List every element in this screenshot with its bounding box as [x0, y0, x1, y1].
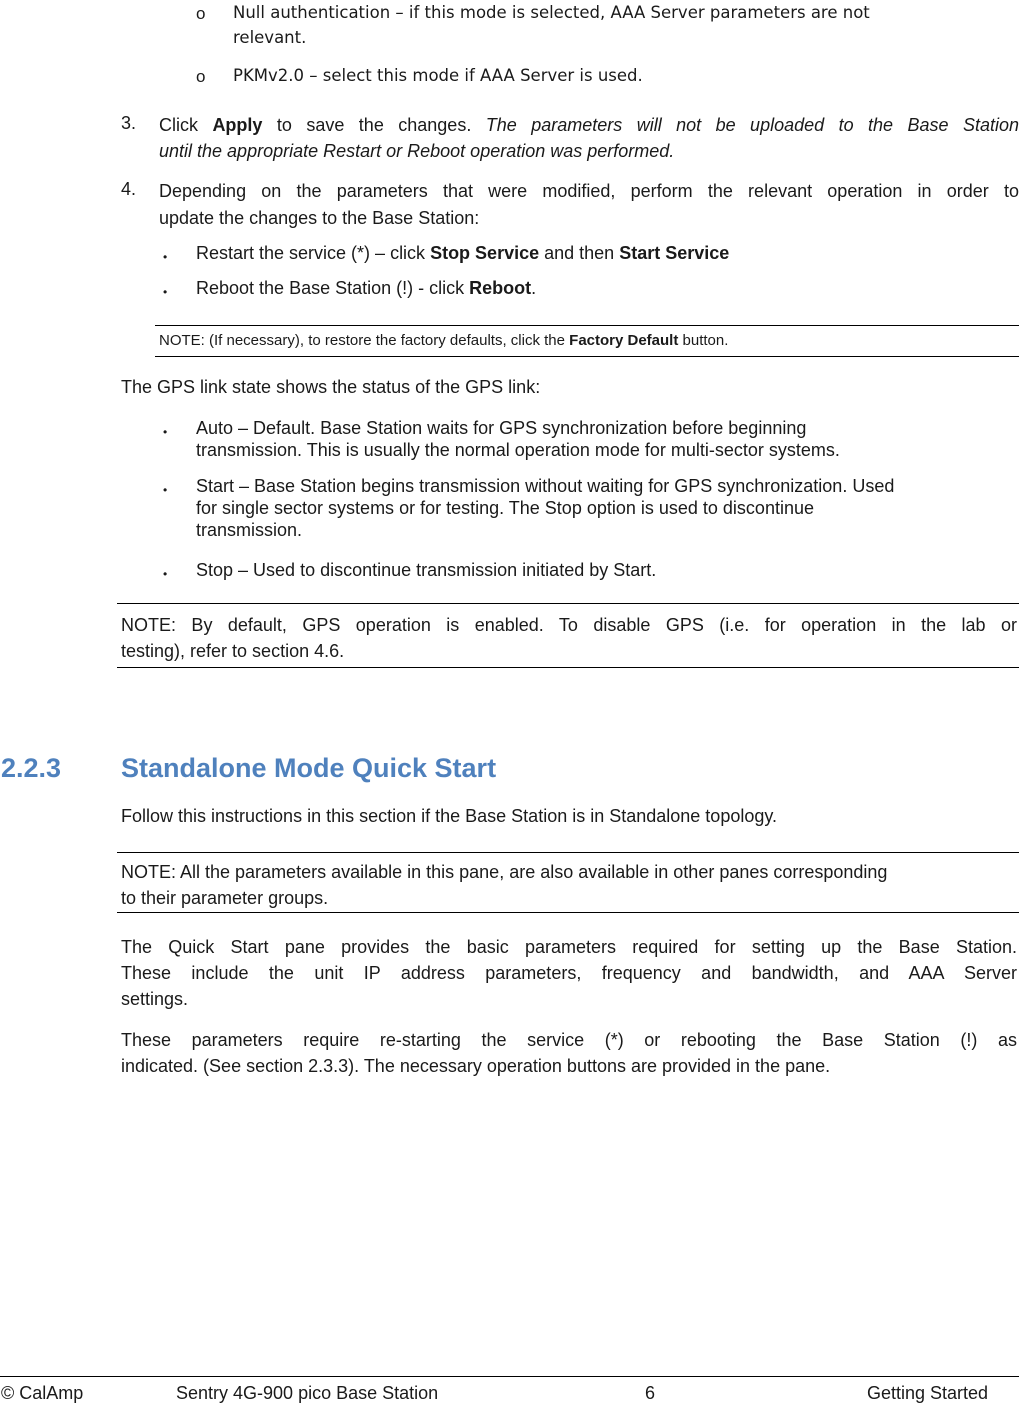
note-line: testing), refer to section 4.6. [121, 641, 345, 661]
option-line: relevant. [233, 28, 307, 47]
footer-section: Getting Started [867, 1383, 989, 1403]
footer-doc-title: Sentry 4G-900 pico Base Station [176, 1383, 439, 1403]
bullet: • [163, 285, 168, 299]
para-quick-start [121, 934, 1017, 1012]
note-line: NOTE: By default, GPS operation is enabled. To disable GPS (i.e. for operation in the lab or [121, 615, 1017, 635]
option-pkmv2: PKMv2.0 – select this mode if AAA Server is used. [233, 66, 643, 85]
step-number: 4. [121, 179, 137, 199]
section-title: Standalone Mode Quick Start [121, 753, 497, 783]
note-text: button. [678, 332, 729, 349]
note-gps [121, 612, 1017, 664]
option-bullet: o [196, 4, 206, 23]
gps-line: transmission. This is usually the normal operation mode for multi-sector systems. [196, 440, 840, 460]
gps-item-start [196, 475, 1016, 541]
step3-pre: Click [159, 115, 213, 135]
step3-mid: to save the changes. [262, 115, 486, 135]
para-line: These include the unit IP address parameters, frequency and bandwidth, and AAA Server [121, 963, 1017, 983]
note-line: NOTE: All the parameters available in this pane, are also available in other panes corresponding [121, 862, 888, 882]
gps-line: Auto – Default. Base Station waits for GPS synchronization before beginning [196, 418, 807, 438]
op-text: and then [539, 243, 620, 263]
option-bullet: o [196, 67, 206, 86]
para-line: The Quick Start pane provides the basic parameters required for setting up the Base Station. [121, 937, 1017, 957]
para-line: These parameters require re-starting the service (*) or rebooting the Base Station (!) as [121, 1030, 1017, 1050]
option-null-auth [233, 0, 973, 50]
gps-line: for single sector systems or for testing. The Stop option is used to discontinue [196, 498, 814, 518]
section-intro: Follow this instructions in this section if the Base Station is in Standalone topology. [121, 806, 778, 826]
step4-line: update the changes to the Base Station: [159, 208, 480, 228]
gps-line: transmission. [196, 520, 303, 540]
footer-page-number: 6 [645, 1383, 656, 1403]
op-bold: Start Service [619, 243, 730, 263]
para-restart [121, 1027, 1017, 1079]
option-line: Null authentication – if this mode is selected, AAA Server parameters are not [233, 3, 870, 22]
note-rule [155, 356, 1019, 357]
note-line: to their parameter groups. [121, 888, 329, 908]
step4-line: Depending on the parameters that were modified, perform the relevant operation in order to [159, 181, 1019, 201]
op-bold: Stop Service [430, 243, 540, 263]
bullet: • [163, 483, 168, 497]
op-bold: Reboot [469, 278, 532, 298]
footer-copyright: © CalAmp [1, 1383, 84, 1403]
note-text: NOTE: (If necessary), to restore the factory defaults, click the [159, 332, 570, 349]
operation-restart [196, 242, 1016, 265]
para-line: indicated. (See section 2.3.3). The necessary operation buttons are provided in the pane. [121, 1056, 831, 1076]
step3-italic: The parameters will not be uploaded to the Base Station [485, 115, 1019, 135]
op-text: . [531, 278, 537, 298]
note-rule [117, 603, 1019, 604]
op-text: Restart the service (*) – click [196, 243, 431, 263]
section-number: 2.2.3 [1, 753, 62, 783]
footer-rule [0, 1376, 1019, 1377]
gps-item-auto [196, 417, 1016, 461]
para-line: settings. [121, 989, 189, 1009]
step-number: 3. [121, 113, 137, 133]
gps-line: Start – Base Station begins transmission without waiting for GPS synchronization. Used [196, 476, 895, 496]
note-factory-default [159, 331, 728, 351]
apply-label: Apply [212, 115, 263, 135]
bullet: • [163, 567, 168, 581]
step4-text [159, 178, 1019, 232]
step3-italic: until the appropriate Restart or Reboot operation was performed. [159, 141, 675, 161]
note-rule [117, 667, 1019, 668]
note-rule [155, 325, 1019, 326]
step3-text [159, 112, 1019, 164]
note-rule [117, 912, 1019, 913]
note-panes [121, 859, 1017, 911]
gps-intro: The GPS link state shows the status of the GPS link: [121, 377, 541, 397]
note-bold: Factory Default [569, 332, 679, 349]
bullet: • [163, 250, 168, 264]
note-rule [117, 852, 1019, 853]
gps-item-stop: Stop – Used to discontinue transmission initiated by Start. [196, 560, 657, 580]
bullet: • [163, 425, 168, 439]
operation-reboot [196, 277, 1016, 300]
op-text: Reboot the Base Station (!) - click [196, 278, 470, 298]
